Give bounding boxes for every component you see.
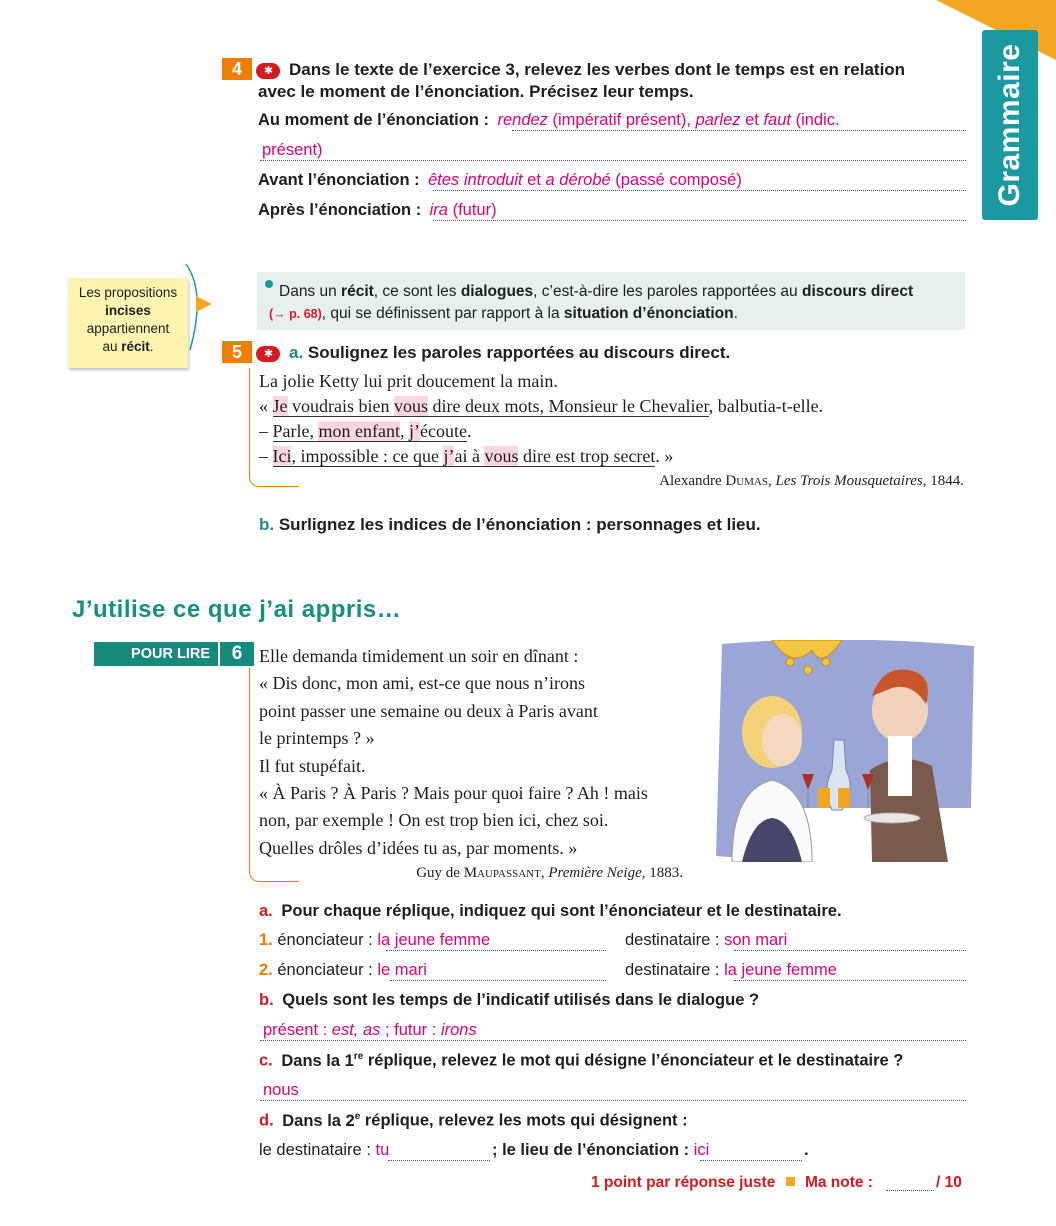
- difficulty-star-icon: ✱: [256, 346, 280, 362]
- pour-lire-tag: POUR LIRE: [94, 642, 218, 666]
- moment-row: [258, 111, 840, 130]
- exercise-5a-question: a. Soulignez les paroles rapportées au discours direct.: [289, 343, 731, 362]
- exercise-5b-question: b. Surlignez les indices de l’énonciation : personnages et lieu.: [259, 515, 761, 534]
- exercise-6d-question: d. Dans la 2e réplique, relevez les mots qui désignent :: [259, 1111, 688, 1130]
- exercise-6d-dest: le destinataire : tu: [259, 1141, 390, 1159]
- difficulty-star-icon: ✱: [256, 63, 280, 79]
- answer-dotline: [734, 950, 966, 951]
- excerpt-line: « À Paris ? À Paris ? Mais pour quoi faire ? Ah ! mais: [259, 783, 648, 804]
- square-bullet-icon: [786, 1177, 795, 1186]
- answer-dotline: [512, 130, 966, 131]
- reply-2-dest: destinataire : la jeune femme: [625, 961, 837, 979]
- exercise-5-header: [222, 341, 280, 363]
- excerpt-line: non, par exemple ! On est trop bien ici, chez soi.: [259, 810, 609, 831]
- reply-1-row: 1. énonciateur : la jeune femme: [259, 931, 491, 949]
- answer-dotline: [433, 190, 966, 191]
- excerpt-line: Il fut stupéfait.: [259, 755, 366, 776]
- moment-answer: rendez (impératif présent), parlez et faut (indic.: [497, 111, 840, 129]
- exercise-6b-answer: présent : est, as ; futur : irons: [263, 1021, 477, 1039]
- score-total: / 10: [936, 1174, 962, 1191]
- excerpt-line: « Dis donc, mon ami, est-ce que nous n’irons: [259, 673, 585, 694]
- avant-row: [258, 171, 742, 190]
- excerpt-line: le printemps ? »: [259, 728, 375, 749]
- excerpt-line: Quelles drôles d’idées tu as, par moments. »: [259, 837, 578, 858]
- answer-dotline: [433, 220, 966, 221]
- apres-row: [258, 201, 497, 220]
- reply-1-dest: destinataire : son mari: [625, 931, 788, 949]
- excerpt-maupassant: [259, 643, 689, 862]
- section-title: J’utilise ce que j’ai appris…: [72, 596, 402, 623]
- exercise-5-number: 5: [222, 341, 252, 363]
- info-box: [257, 272, 965, 330]
- score-dotline: [886, 1190, 934, 1191]
- grammar-side-tab: [982, 30, 1038, 220]
- answer-dotline: [386, 950, 606, 951]
- apres-answer: ira (futur): [429, 201, 497, 219]
- answer-dotline: [260, 1100, 966, 1101]
- exercise-6-number: 6: [220, 642, 254, 666]
- exercise-6b-question: b. Quels sont les temps de l’indicatif utilisés dans le dialogue ?: [259, 991, 760, 1009]
- exercise-4-number: 4: [222, 58, 252, 80]
- score-line: 1 point par réponse juste Ma note :: [591, 1174, 873, 1191]
- exercise-6d-end: .: [804, 1141, 809, 1159]
- source-dumas: Alexandre Dumas, Les Trois Mousquetaires, 1844.: [659, 473, 964, 489]
- apres-label: Après l’énonciation :: [258, 201, 422, 219]
- sticky-arrow-icon: [182, 262, 214, 352]
- exercise-6a-question: a. Pour chaque réplique, indiquez qui sont l’énonciateur et le destinataire.: [259, 902, 842, 920]
- answer-dotline: [260, 160, 966, 161]
- excerpt-line: point passer une semaine ou deux à Paris avant: [259, 700, 598, 721]
- reply-2-row: 2. énonciateur : le mari: [259, 961, 427, 979]
- answer-dotline: [388, 1160, 490, 1161]
- moment-label: Au moment de l’énonciation :: [258, 111, 490, 129]
- couple-dinner-illustration: [712, 640, 978, 862]
- moment-answer-line2: présent): [262, 141, 323, 159]
- exercise-6d-lieu: ; le lieu de l’énonciation : ici: [492, 1141, 710, 1159]
- excerpt-dumas: La jolie Ketty lui prit doucement la main. « Je voudrais bien vous dire deux mots, Monsieur le Chevalier, balbutia-t-elle. – Parle, mon enfant, j’écoute. – Ici, impossible : ce que j’ai à vous dire est trop secret. »: [259, 371, 824, 466]
- answer-dotline: [734, 980, 966, 981]
- answer-dotline: [260, 1040, 966, 1041]
- answer-dotline: [700, 1160, 802, 1161]
- side-tab-label: Grammaire: [993, 43, 1026, 207]
- excerpt-line: Elle demanda timidement un soir en dînant :: [259, 646, 579, 666]
- exercise-4-question-line2: avec le moment de l’énonciation. Précisez leur temps.: [258, 82, 694, 101]
- exercise-6c-question: c. Dans la 1re réplique, relevez le mot qui désigne l’énonciateur et le destinataire ?: [259, 1051, 904, 1070]
- exercise-6c-answer: nous: [263, 1081, 299, 1099]
- answer-dotline: [390, 980, 606, 981]
- info-text: Dans un récit, ce sont les dialogues, c’est-à-dire les paroles rapportées au discours direct (→ p. 68), qui se définissent par rapport à la situation d’énonciation.: [269, 283, 914, 322]
- source-maupassant: Guy de Maupassant, Première Neige, 1883.: [416, 865, 683, 881]
- sticky-note: Les propositions incises appartiennent au récit.: [68, 278, 188, 368]
- avant-label: Avant l’énonciation :: [258, 171, 420, 189]
- avant-answer: êtes introduit et a dérobé (passé composé): [428, 171, 742, 189]
- exercise-4-question-line1: Dans le texte de l’exercice 3, relevez les verbes dont le temps est en relation: [289, 60, 906, 79]
- exercise-4-header: [222, 58, 280, 80]
